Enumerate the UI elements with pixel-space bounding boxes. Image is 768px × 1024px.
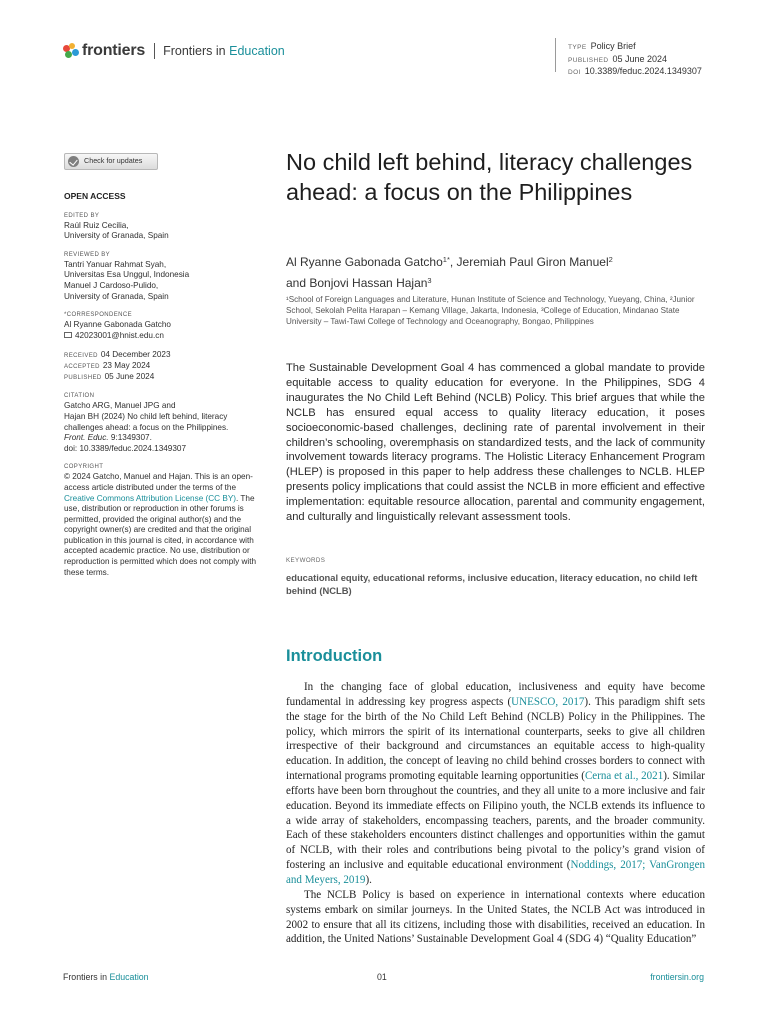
article-meta	[568, 41, 702, 79]
published-value: 05 June 2024	[612, 53, 668, 64]
author-sup: 1*	[442, 255, 450, 264]
author-sup: 3	[427, 275, 432, 285]
paragraph: The NCLB Policy is based on experience in international contexts where education systems embark on similar journeys. In the United States, the NCLB Act was introduced in 2002 to ensure that all its citizens, including those with disabilities, received an education. In addition, the United Nations’ Sustainable Development Goal 4 (SDG 4) “Quality Education”	[286, 888, 705, 946]
correspondence-email[interactable]	[64, 331, 264, 342]
text-run: In the changing face of global education, inclusiveness and equity have become fundamental in addressing key progress aspects (	[286, 681, 705, 708]
doi-value[interactable]: 10.3389/feduc.2024.1349307	[584, 66, 702, 76]
copyright	[64, 463, 264, 578]
correspondence-name: Al Ryanne Gabonada Gatcho	[64, 320, 171, 330]
author-name[interactable]: Al Ryanne Gabonada Gatcho	[286, 255, 443, 269]
brand-name: frontiers	[82, 42, 146, 59]
footer-journal[interactable]	[63, 972, 149, 982]
published-label: PUBLISHED	[64, 375, 102, 382]
reviewer-name: Manuel J Cardoso-Pulido,	[64, 280, 159, 290]
published-label: PUBLISHED	[568, 56, 609, 64]
journal-name[interactable]	[163, 44, 285, 58]
footer-journal-accent: Education	[109, 972, 149, 982]
correspondence-label: *CORRESPONDENCE	[64, 312, 133, 319]
citation-link[interactable]: UNESCO, 2017	[511, 695, 585, 708]
frontiers-logo-icon	[63, 43, 79, 59]
citation	[64, 392, 264, 454]
reviewed-by	[64, 251, 264, 302]
page-number: 01	[377, 972, 387, 982]
published-value: 05 June 2024	[104, 372, 155, 382]
text-run: ). Similar efforts have been born throughout the countries, and they all unite to a more inclusive and fair education. Beyond its immediate effects on Filipino youth, the NCLB extends its influence to a wide array of stakeholders, encompassing teachers, parents, and the broader community. Each of these stakeholders encounters distinct challenges and opportunities within the gamut of NCLB, with their roles and contributions being pivotal to the policy’s grand vision of fostering an inclusive and equitable educational environment (	[286, 770, 705, 872]
doi-label: DOI	[568, 69, 581, 76]
citation-line: Gatcho ARG, Manuel JPG and	[64, 401, 176, 411]
article-dates	[64, 350, 264, 383]
email-text: 42023001@hnist.edu.cn	[75, 330, 164, 340]
logo-divider	[154, 43, 155, 59]
received-label: RECEIVED	[64, 353, 98, 360]
abstract: The Sustainable Development Goal 4 has commenced a global mandate to provide equitable access to quality education for everyone. In the Philippines, SDG 4 inaugurates the No Child Left Behind (NCLB) Policy. This brief argues that while the NCLB has ensured equal access to quality literacy education, it poses socioeconomic-based challenges, declining rate of parental involvement in their children’s schooling, overemphasis on standardized tests, and the lack of community involvement towards literacy programs. The Holistic Literacy Enhancement Program (HLEP) is proposed in this paper to help address these challenges to NCLB. HLEP presents policy implications that could assist the NCLB in more efficient and effective implementation: equitable resource allocation, parental and community engagement, and culturally and linguistically relevant assessment tools.	[286, 362, 705, 524]
reviewer-name: Tantri Yanuar Rahmat Syah,	[64, 259, 167, 269]
accepted-label: ACCEPTED	[64, 364, 100, 371]
citation-link[interactable]: Cerna et al., 2021	[584, 770, 664, 783]
citation-journal: Front. Educ.	[64, 433, 109, 443]
edited-by-label: EDITED BY	[64, 212, 100, 219]
footer-site-link[interactable]: frontiersin.org	[650, 972, 704, 982]
journal-prefix: Frontiers in	[163, 44, 226, 58]
affiliations: ¹School of Foreign Languages and Literature, Hunan Institute of Science and Technology, Yueyang, China, ²Junior School, Sekolah Pelita Harapan – Kemang Village, Jakarta, Indonesia, ³College of Education, Mindanao State University – Tawi-Tawi College of Technology and Oceanography, Bongao, Philippines	[286, 295, 695, 326]
frontiers-logo[interactable]	[63, 42, 285, 60]
type-label: TYPE	[568, 44, 587, 51]
citation-volume: 9:1349307.	[108, 433, 152, 443]
edited-by	[64, 212, 264, 242]
citation-label: CITATION	[64, 393, 95, 400]
journal-accent: Education	[229, 44, 285, 58]
envelope-icon	[64, 332, 72, 338]
editor-affiliation: University of Granada, Spain	[64, 231, 169, 241]
article-sidebar	[64, 153, 264, 587]
body-text	[286, 680, 705, 947]
reviewed-by-label: REVIEWED BY	[64, 251, 111, 258]
copyright-part: . The use, distribution or reproduction in other forums is permitted, provided the original author(s) and the copyright owner(s) are credited and that the original publication in this journal is cited, in accordance with accepted academic practice. No use, distribution or reproduction is permitted which does not comply with these terms.	[64, 493, 257, 577]
keywords: educational equity, educational reforms, inclusive education, literacy education, no child left behind (NCLB)	[286, 572, 698, 596]
type-value: Policy Brief	[590, 41, 636, 51]
accepted-value: 23 May 2024	[102, 361, 151, 371]
paragraph	[286, 680, 705, 888]
keywords-label: KEYWORDS	[286, 557, 326, 564]
citation-line: Hajan BH (2024) No child left behind, literacy	[64, 411, 228, 421]
correspondence	[64, 311, 264, 341]
citation-line: challenges ahead: a focus on the Philippines.	[64, 422, 229, 432]
section-heading: Introduction	[286, 647, 383, 665]
copyright-text	[64, 472, 264, 578]
reviewer-affiliation: Universitas Esa Unggul, Indonesia	[64, 270, 190, 280]
checkmark-icon	[68, 156, 79, 167]
text-run: ).	[365, 873, 372, 886]
received-value: 04 December 2023	[100, 350, 171, 360]
open-access-label: OPEN ACCESS	[64, 191, 126, 201]
editor-name: Raúl Ruiz Cecilia,	[64, 220, 129, 230]
author-name[interactable]: and Bonjovi Hassan Hajan	[286, 275, 428, 290]
citation-doi[interactable]: doi: 10.3389/feduc.2024.1349307	[64, 443, 187, 453]
text-run: ). This paradigm shift sets the stage for the birth of the No Child Left Behind (NCLB) Policy in the Philippines. The policy, which mirrors the spirit of its international counterparts, seeks to give all children irrespective of their background and circumstances an equitable access to high-quality education. In addition, the concept of leaving no child behind crosses borders to connect with international programs promoting equitable learning opportunities (	[286, 695, 705, 783]
check-for-updates-button[interactable]	[64, 153, 158, 170]
check-updates-label: Check for updates	[84, 156, 143, 166]
article-title: No child left behind, literacy challenges ahead: a focus on the Philippines	[286, 149, 693, 205]
license-link[interactable]: Creative Commons Attribution License (CC BY)	[64, 493, 237, 503]
footer-journal-prefix: Frontiers in	[63, 972, 107, 982]
meta-divider	[555, 38, 556, 72]
copyright-label: COPYRIGHT	[64, 464, 104, 471]
citation-link[interactable]: Noddings, 2017; VanGrongen and Meyers, 2019	[286, 859, 705, 886]
author-sup: 2	[608, 255, 613, 264]
author-name[interactable]: , Jeremiah Paul Giron Manuel	[449, 255, 609, 269]
reviewer-affiliation: University of Granada, Spain	[64, 291, 169, 301]
copyright-part: © 2024 Gatcho, Manuel and Hajan. This is an open-access article distributed under the terms of the	[64, 472, 253, 492]
author-list	[286, 251, 706, 292]
